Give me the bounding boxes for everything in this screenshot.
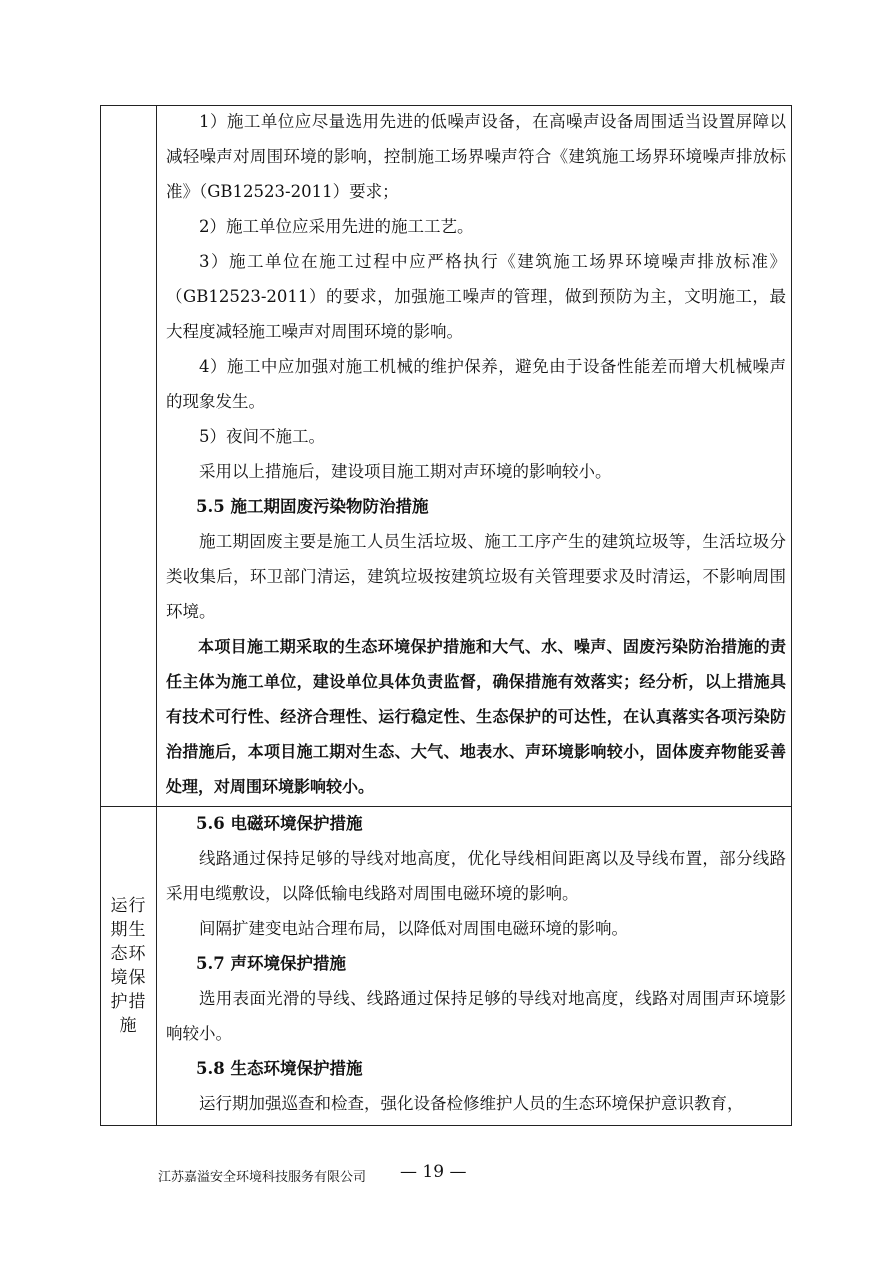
column-divider — [156, 105, 157, 1126]
page-number: — 19 — — [400, 1162, 467, 1182]
construction-summary-bold: 本项目施工期采取的生态环境保护措施和大气、水、噪声、固废污染防治措施的责任主体为施工单位，建设单位具体负责监督，确保措施有效落实；经分析，以上措施具有技术可行性、经济合理性、运行稳定性、生态保护的可达性，在认真落实各项污染防治措施后，本项目施工期对生态、大气、地表水、声环境影响较小，固体废弃物能妥善处理，对周围环境影响较小。 — [166, 637, 786, 796]
noise-measure-1: 1）施工单位应尽量选用先进的低噪声设备，在高噪声设备周围适当设置屏障以减轻噪声对周围环境的影响，控制施工场界噪声符合《建筑施工场界环境噪声排放标准》（GB12523-2011）要求； — [166, 112, 786, 201]
em-paragraph-2: 间隔扩建变电站合理布局，以降低对周围电磁环境的影响。 — [199, 919, 628, 938]
row-label-cell — [101, 808, 156, 1124]
section-heading-5-5: 5.5 施工期固废污染物防治措施 — [196, 497, 429, 516]
row-label-operation-period: 运行期生态环境保护措施 — [110, 896, 147, 1036]
section-heading-5-8: 5.8 生态环境保护措施 — [196, 1059, 363, 1078]
acoustic-paragraph: 选用表面光滑的导线、线路通过保持足够的导线对地高度，线路对周围声环境影响较小。 — [166, 989, 786, 1043]
ecology-paragraph: 运行期加强巡查和检查，强化设备检修维护人员的生态环境保护意识教育， — [199, 1094, 744, 1113]
page-footer — [0, 1162, 893, 1192]
operation-period-content — [166, 806, 786, 1121]
noise-conclusion: 采用以上措施后，建设项目施工期对声环境的影响较小。 — [199, 462, 612, 481]
noise-measure-4: 4）施工中应加强对施工机械的维护保养，避免由于设备性能差而增大机械噪声的现象发生。 — [166, 357, 786, 411]
solid-waste-paragraph: 施工期固废主要是施工人员生活垃圾、施工工序产生的建筑垃圾等，生活垃圾分类收集后，环卫部门清运，建筑垃圾按建筑垃圾有关管理要求及时清运，不影响周围环境。 — [166, 532, 786, 621]
noise-measure-3: 3）施工单位在施工过程中应严格执行《建筑施工场界环境噪声排放标准》（GB12523-2011）的要求，加强施工噪声的管理，做到预防为主，文明施工，最大程度减轻施工噪声对周围环境的影响。 — [166, 252, 786, 341]
section-heading-5-6: 5.6 电磁环境保护措施 — [196, 814, 363, 833]
noise-measure-5: 5）夜间不施工。 — [199, 427, 325, 446]
noise-measure-2: 2）施工单位应采用先进的施工工艺。 — [199, 217, 474, 236]
footer-company: 江苏嘉溢安全环境科技服务有限公司 — [158, 1170, 367, 1185]
construction-period-content — [166, 104, 786, 804]
section-heading-5-7: 5.7 声环境保护措施 — [196, 954, 346, 973]
em-paragraph-1: 线路通过保持足够的导线对地高度，优化导线相间距离以及导线布置，部分线路采用电缆敷设，以降低输电线路对周围电磁环境的影响。 — [166, 849, 786, 903]
